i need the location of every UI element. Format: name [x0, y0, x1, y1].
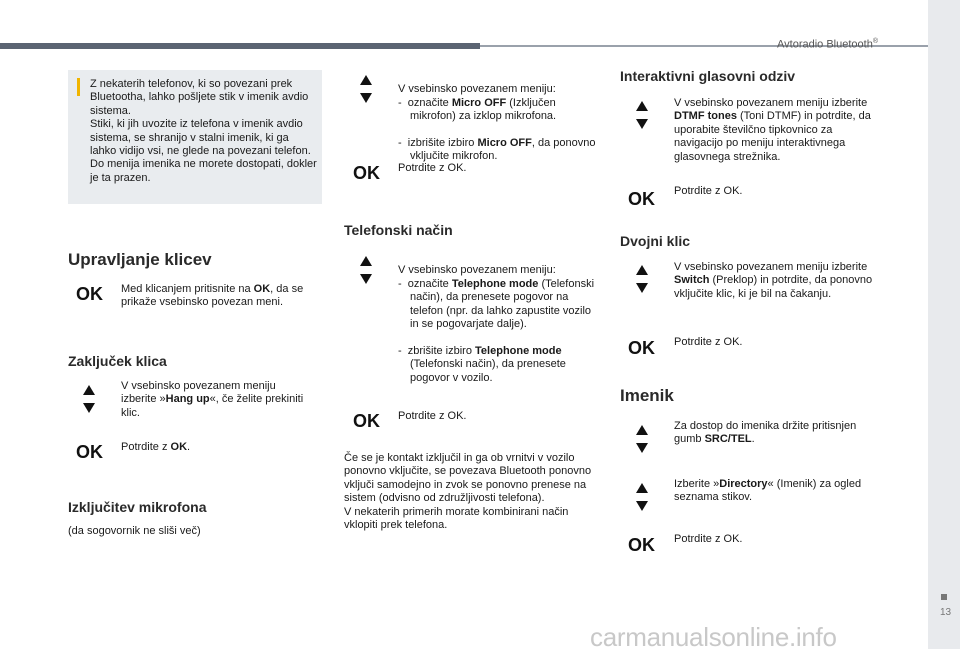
ok-button-icon: OK	[76, 442, 103, 462]
up-down-arrows-icon	[635, 101, 649, 129]
mic-off-subtitle: (da sogovornik ne sliši več)	[68, 525, 201, 537]
info-note-text: Z nekaterih telefonov, ki so povezani prek Bluetootha, lahko pošljete stik v imenik avdio sistema. Stiki, ki jih uvozite iz telefona v imenik avdio sistema, se shranijo v stalni imenik, ki ga lahko vidijo vsi, ne glede na povezani telefon. Do menija imenika ne morete dostopati, dokler je ta prazen.	[90, 78, 317, 184]
ok-button-icon: OK	[628, 338, 655, 358]
phone-mode-text: V vsebinsko povezanem meniju: - označite Telephone mode (Telefonski način), da prenesete pogovor na telefon (npr. da lahko zapustite vozilo in se pogovarjate dalje). - zbrišite izbiro Telephone mode (Telefonski način), da prenesete pogovor v vozilo.	[398, 264, 595, 384]
up-down-arrows-icon	[635, 265, 649, 293]
reconnect-paragraph: Če se je kontakt izključil in ga ob vrnitvi v vozilo ponovno vključite, se povezava Bluetooth ponovno vključi samodejno in zvok se ponovno prenese na sistem (odvisno od združljivosti telefona). V nekaterih primerih morate kombinirani način vklopiti prek telefona.	[344, 452, 592, 532]
ok-button-icon: OK	[353, 411, 380, 431]
section-title-phone-mode: Telefonski način	[344, 222, 453, 238]
page-number: 13	[940, 607, 952, 618]
confirm-text: Potrdite z OK.	[674, 185, 743, 197]
section-title-call-management: Upravljanje klicev	[68, 250, 212, 269]
up-down-arrows-icon	[635, 483, 649, 511]
up-down-arrows-icon	[359, 256, 373, 284]
page-marker	[941, 594, 947, 600]
ok-button-icon: OK	[628, 535, 655, 555]
ivr-text: V vsebinsko povezanem meniju izberite DTMF tones (Toni DTMF) in potrdite, da uporabite številčno tipkovnico za navigacijo po meniju interaktivnega glasovnega strežnika.	[674, 97, 871, 163]
section-title-hang-up: Zaključek klica	[68, 353, 167, 369]
running-header: Avtoradio Bluetooth®	[777, 38, 878, 51]
section-title-directory: Imenik	[620, 386, 674, 405]
hang-up-text: V vsebinsko povezanem meniju izberite »Hang up«, če želite prekiniti klic.	[121, 380, 304, 419]
ok-button-icon: OK	[76, 284, 103, 304]
directory-select-text: Izberite »Directory« (Imenik) za ogled seznama stikov.	[674, 478, 862, 504]
page-side-strip	[928, 0, 960, 649]
directory-access-text: Za dostop do imenika držite pritisnjen gumb SRC/TEL.	[674, 420, 857, 446]
ok-button-icon: OK	[353, 163, 380, 183]
confirm-text: Potrdite z OK.	[674, 533, 743, 545]
confirm-text: Potrdite z OK.	[398, 162, 467, 174]
section-title-mic-off: Izključitev mikrofona	[68, 499, 207, 515]
section-title-dual-call: Dvojni klic	[620, 233, 691, 249]
ok-button-icon: OK	[628, 189, 655, 209]
header-rule-thick	[0, 43, 480, 49]
confirm-text: Potrdite z OK.	[121, 441, 191, 453]
call-management-text: Med klicanjem pritisnite na OK, da se prikaže vsebinsko povezan meni.	[121, 283, 304, 309]
mic-menu-text: V vsebinsko povezanem meniju: - označite Micro OFF (Izključen mikrofon) za izklop mikrofona. - izbrišite izbiro Micro OFF, da ponovno vključite mikrofon.	[398, 83, 596, 163]
up-down-arrows-icon	[82, 385, 96, 413]
info-icon	[77, 78, 80, 96]
up-down-arrows-icon	[359, 75, 373, 103]
confirm-text: Potrdite z OK.	[674, 336, 743, 348]
dual-call-text: V vsebinsko povezanem meniju izberite Switch (Preklop) in potrdite, da ponovno vključite klic, ki je bil na čakanju.	[674, 261, 873, 300]
confirm-text: Potrdite z OK.	[398, 410, 467, 422]
section-title-ivr: Interaktivni glasovni odziv	[620, 68, 796, 84]
info-note	[68, 70, 322, 204]
up-down-arrows-icon	[635, 425, 649, 453]
watermark: carmanualsonline.info	[590, 622, 837, 652]
